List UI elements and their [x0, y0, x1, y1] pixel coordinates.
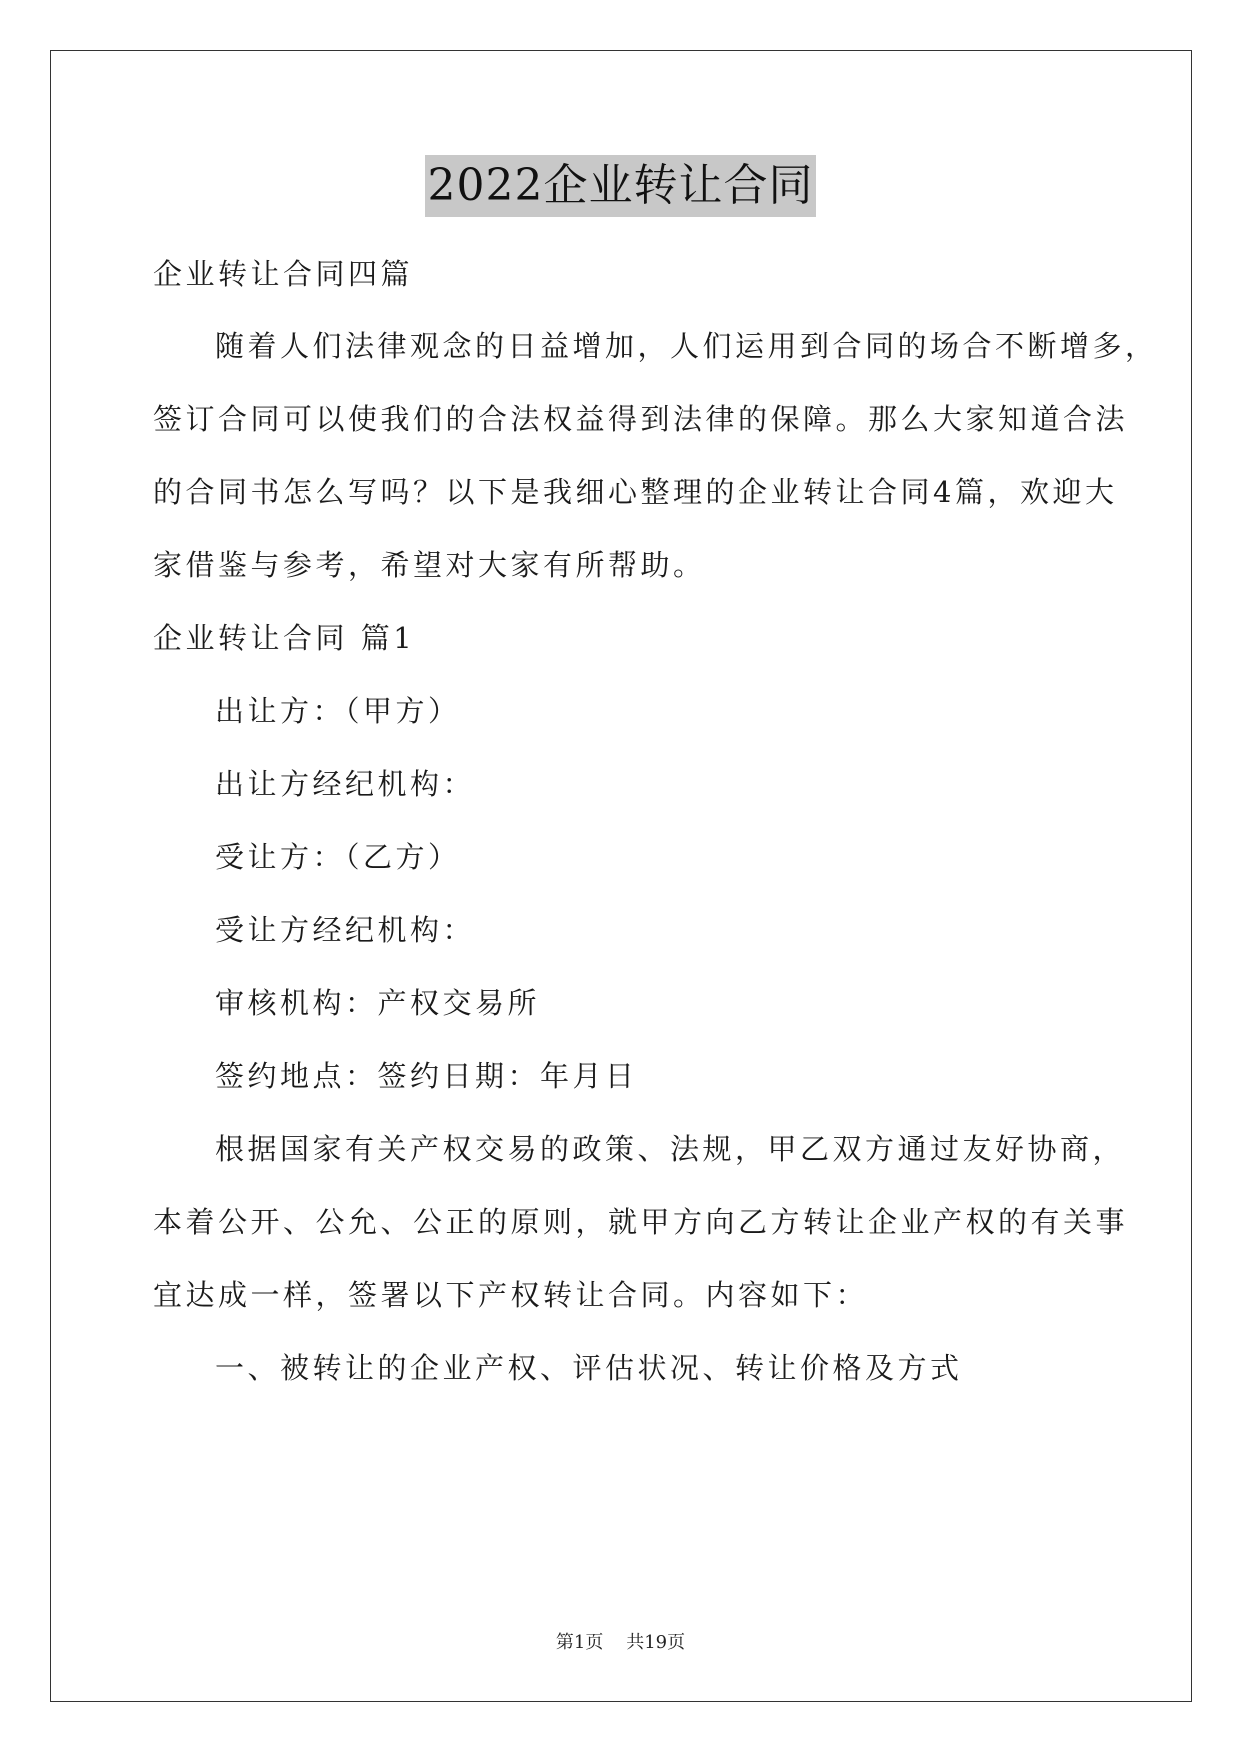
field-signing-place-date: 签约地点：签约日期：年月日	[215, 1059, 638, 1093]
document-title: 2022企业转让合同	[425, 155, 817, 217]
intro-line-1: 随着人们法律观念的日益增加，人们运用到合同的场合不断增多，	[215, 329, 1158, 363]
field-transferee-agency: 受让方经纪机构：	[215, 913, 476, 947]
page-total: 共19页	[626, 1632, 686, 1653]
section-heading: 企业转让合同 篇1	[153, 621, 416, 655]
subtitle: 企业转让合同四篇	[153, 257, 414, 291]
field-transferor: 出让方：（甲方）	[215, 694, 461, 728]
field-transferor-agency: 出让方经纪机构：	[215, 767, 476, 801]
page-footer	[0, 1628, 1241, 1654]
clause-heading-1: 一、被转让的企业产权、评估状况、转让价格及方式	[215, 1351, 963, 1385]
intro-line-2: 签订合同可以使我们的合法权益得到法律的保障。那么大家知道合法	[153, 402, 1129, 436]
body-line-2: 本着公开、公允、公正的原则，就甲方向乙方转让企业产权的有关事	[153, 1205, 1129, 1239]
field-transferee: 受让方：（乙方）	[215, 840, 461, 874]
intro-line-4: 家借鉴与参考，希望对大家有所帮助。	[153, 548, 706, 582]
body-line-1: 根据国家有关产权交易的政策、法规，甲乙双方通过友好协商，	[215, 1132, 1126, 1166]
field-review-agency: 审核机构：产权交易所	[215, 986, 541, 1020]
intro-line-3: 的合同书怎么写吗？以下是我细心整理的企业转让合同4篇，欢迎大	[153, 475, 1118, 509]
title-container	[0, 155, 1241, 217]
body-line-3: 宜达成一样，签署以下产权转让合同。内容如下：	[153, 1278, 869, 1312]
page-number: 第1页	[555, 1632, 604, 1653]
